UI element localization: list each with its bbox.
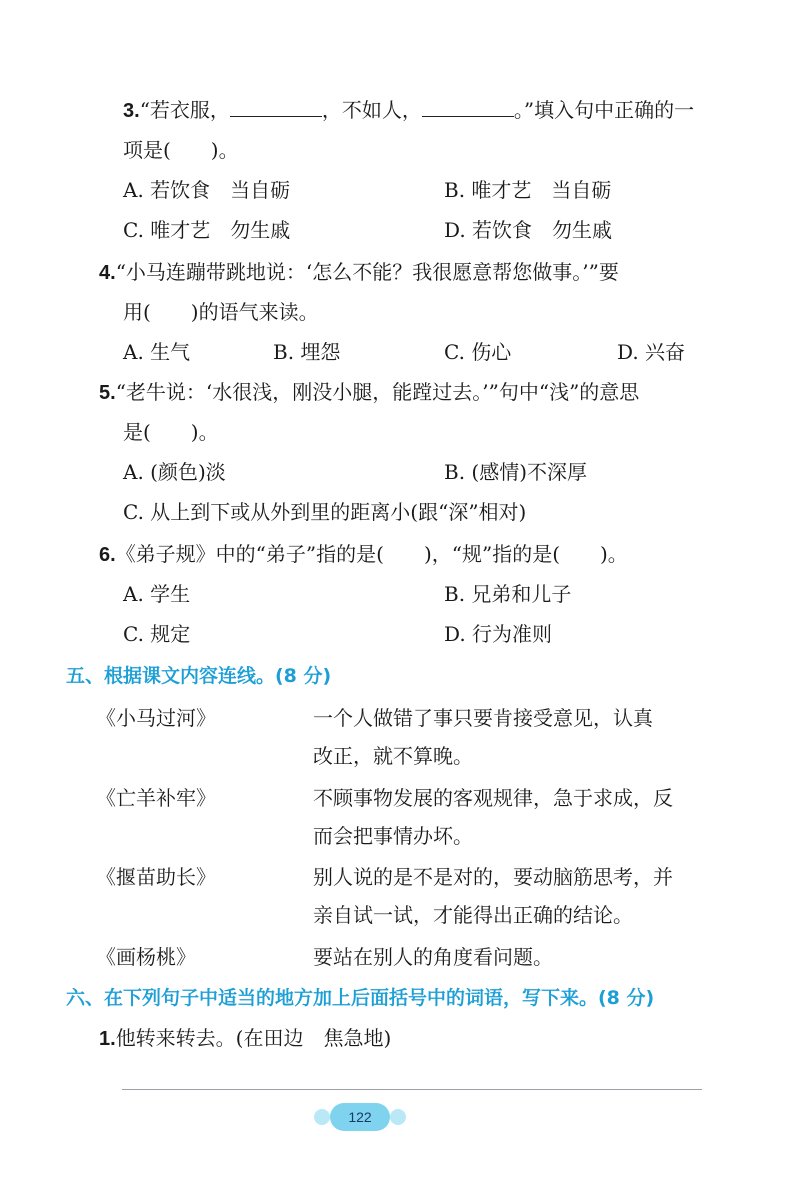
q6-option-d[interactable]: D. 行为准则 <box>444 622 553 646</box>
q3-line1 <box>123 96 694 125</box>
matching-right-2-line1[interactable]: 不顾事物发展的客观规律，急于求成，反 <box>313 786 673 810</box>
q5-line1 <box>99 378 639 407</box>
q3-option-b[interactable]: B. 唯才艺 当自砺 <box>444 178 612 202</box>
q4-text-line1: “小马连蹦带跳地说：‘怎么不能？我很愿意帮您做事。’”要 <box>115 260 619 284</box>
q6-number: 6. <box>99 544 116 566</box>
q3-option-a[interactable]: A. 若饮食 当自砺 <box>123 178 291 202</box>
q4-number: 4. <box>99 262 116 284</box>
q3-blank2[interactable] <box>422 98 514 117</box>
matching-right-3-line1[interactable]: 别人说的是不是对的，要动脑筋思考，并 <box>313 865 673 889</box>
q3-option-d[interactable]: D. 若饮食 勿生戚 <box>444 218 613 242</box>
q3-text-part1: “若衣服， <box>139 98 230 122</box>
q5-option-b[interactable]: B. (感情)不深厚 <box>444 460 588 484</box>
page-number-badge <box>330 1103 390 1131</box>
page-number: 122 <box>348 1109 372 1125</box>
q4-line1 <box>99 258 619 287</box>
q4-option-d[interactable]: D. 兴奋 <box>617 340 686 364</box>
q6-option-c[interactable]: C. 规定 <box>123 622 191 646</box>
section5-title: 五、根据课文内容连线。(8 分) <box>66 665 332 687</box>
q4-line2: 用( )的语气来读。 <box>123 300 319 324</box>
q3-blank1[interactable] <box>230 98 322 117</box>
q5-line2: 是( )。 <box>123 420 219 444</box>
q5-text-line1: “老牛说：‘水很浅，刚没小腿，能蹚过去。’”句中“浅”的意思 <box>115 380 640 404</box>
q5-option-a[interactable]: A. (颜色)淡 <box>123 460 226 484</box>
q6-line1 <box>99 540 628 569</box>
matching-right-2-line2: 而会把事情办坏。 <box>313 824 473 848</box>
matching-left-4[interactable]: 《画杨桃》 <box>96 945 196 969</box>
q3-line2: 项是( )。 <box>123 138 239 162</box>
q6-text-line1: 《弟子规》中的“弟子”指的是( )，“规”指的是( )。 <box>115 542 628 566</box>
s6-q1-text: 他转来转去。(在田边 焦急地) <box>115 1026 392 1050</box>
matching-left-3[interactable]: 《揠苗助长》 <box>96 865 216 889</box>
q3-number: 3. <box>123 100 140 122</box>
q5-option-c[interactable]: C. 从上到下或从外到里的距离小(跟“深”相对) <box>123 500 527 524</box>
footer-divider <box>122 1089 702 1090</box>
matching-right-3-line2: 亲自试一试，才能得出正确的结论。 <box>313 903 633 927</box>
q4-option-c[interactable]: C. 伤心 <box>444 340 512 364</box>
matching-right-4-line1[interactable]: 要站在别人的角度看问题。 <box>313 945 553 969</box>
matching-right-1-line1[interactable]: 一个人做错了事只要肯接受意见，认真 <box>313 706 653 730</box>
q4-option-a[interactable]: A. 生气 <box>123 340 191 364</box>
q3-text-part2: ，不如人， <box>321 98 422 122</box>
s6-q1-number: 1. <box>99 1028 116 1050</box>
q3-text-part3: 。”填入句中正确的一 <box>513 98 695 122</box>
section6-title: 六、在下列句子中适当的地方加上后面括号中的词语，写下来。(8 分) <box>66 987 655 1009</box>
matching-right-1-line2: 改正，就不算晚。 <box>313 744 473 768</box>
q6-option-b[interactable]: B. 兄弟和儿子 <box>444 582 572 606</box>
q5-number: 5. <box>99 382 116 404</box>
q6-option-a[interactable]: A. 学生 <box>123 582 191 606</box>
q4-option-b[interactable]: B. 埋怨 <box>273 340 341 364</box>
s6-q1 <box>99 1024 391 1053</box>
matching-left-1[interactable]: 《小马过河》 <box>96 706 216 730</box>
matching-left-2[interactable]: 《亡羊补牢》 <box>96 786 216 810</box>
q3-option-c[interactable]: C. 唯才艺 勿生戚 <box>123 218 291 242</box>
